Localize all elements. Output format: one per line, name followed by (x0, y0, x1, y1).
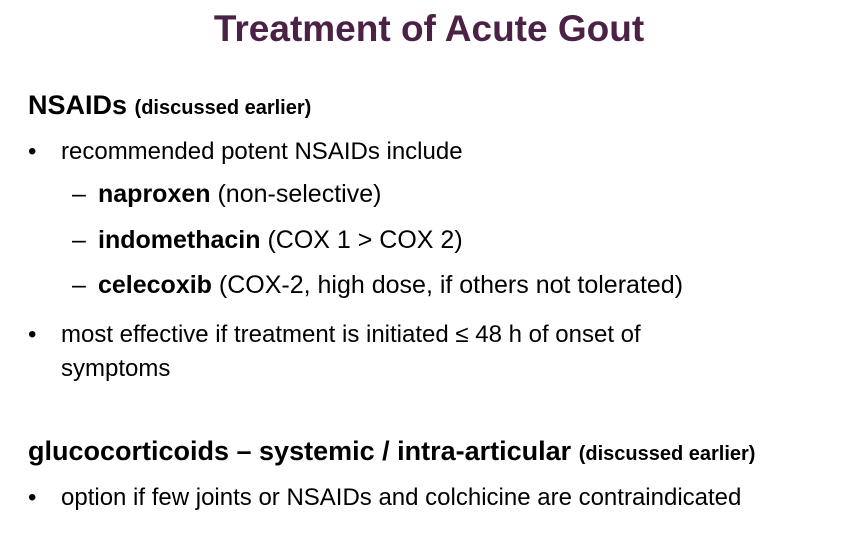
drug-name: naproxen (98, 180, 211, 208)
heading-text: NSAIDs (28, 90, 128, 120)
heading-note: (discussed earlier) (578, 443, 756, 465)
drug-detail: (non-selective) (210, 180, 382, 208)
dash-marker: – (72, 226, 86, 254)
bullet-text-line1: most effective if treatment is initiated ≤ 48 h of onset of (61, 321, 641, 348)
bullet-text-line2: symptoms (61, 355, 171, 382)
drug-name: celecoxib (98, 271, 212, 299)
section-heading-nsaids (28, 90, 311, 121)
sub-item-indomethacin (72, 223, 463, 257)
dash-marker: – (72, 271, 86, 299)
sub-item-naproxen (72, 177, 381, 211)
heading-note: (discussed earlier) (134, 97, 312, 119)
bullet-marker: • (28, 321, 37, 348)
bullet-marker: • (28, 484, 37, 511)
drug-detail: (COX 1 > COX 2) (260, 226, 463, 254)
bullet-marker: • (28, 138, 37, 165)
heading-text: glucocorticoids – systemic / intra-articular (28, 436, 572, 466)
sub-item-celecoxib (72, 268, 683, 302)
drug-detail: (COX-2, high dose, if others not tolerated) (211, 271, 684, 299)
dash-marker: – (72, 180, 86, 208)
section-heading-glucocorticoids (28, 436, 755, 467)
bullet-text (61, 318, 641, 386)
drug-name: indomethacin (98, 226, 261, 254)
bullet-text: option if few joints or NSAIDs and colchicine are contraindicated (61, 484, 742, 511)
bullet-text: recommended potent NSAIDs include (61, 138, 463, 165)
slide-title: Treatment of Acute Gout (213, 8, 645, 49)
